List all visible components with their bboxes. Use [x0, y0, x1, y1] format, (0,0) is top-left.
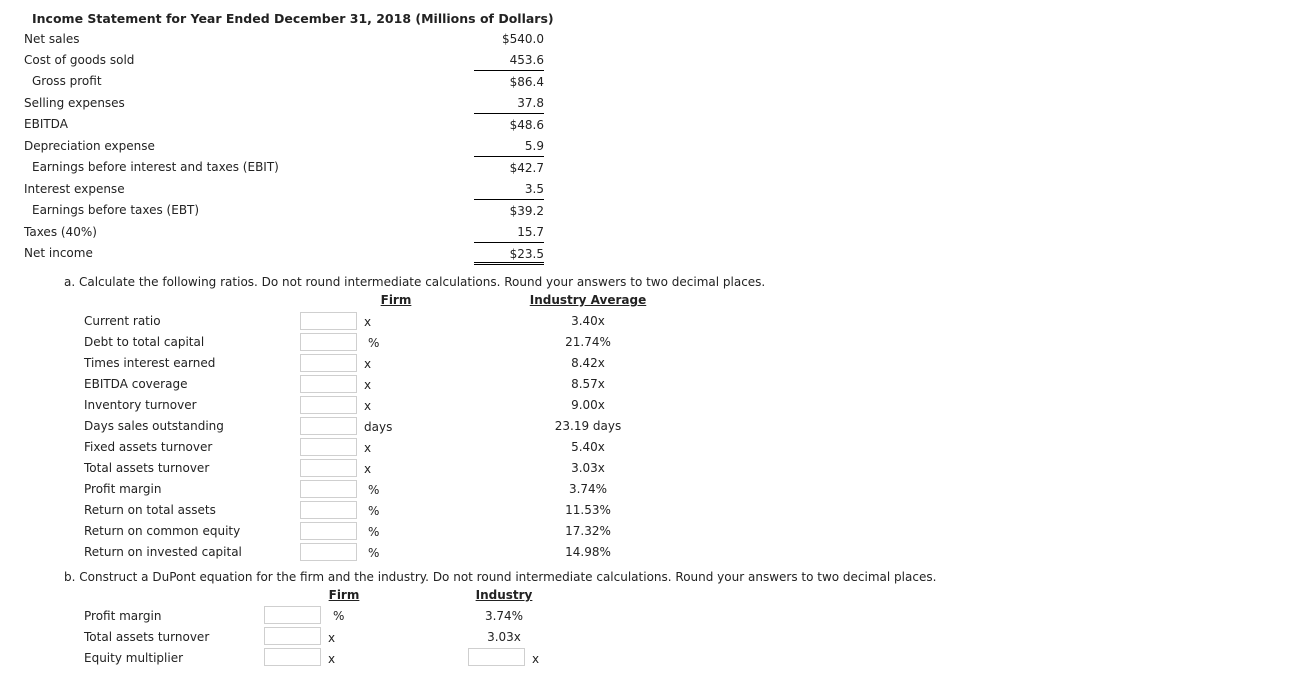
ratio-unit: % [368, 546, 380, 560]
dupont-industry-value: 3.74% [484, 609, 524, 623]
dupont-firm-total-assets-turnover-input[interactable] [264, 627, 321, 645]
ratio-unit: x [364, 357, 372, 371]
industry-value: 8.57x [571, 377, 605, 391]
days-sales-outstanding-input[interactable] [300, 417, 357, 435]
industry-value: 8.42x [571, 356, 605, 370]
dupont-label-total-assets-turnover: Total assets turnover [84, 630, 210, 644]
row-label: Taxes (40%) [24, 225, 97, 239]
part-b-firm-header: Firm [328, 588, 360, 602]
ratio-unit: % [368, 525, 380, 539]
part-a-firm-header: Firm [380, 293, 412, 307]
row-label: Net income [24, 246, 93, 260]
industry-value: 14.98% [565, 545, 611, 559]
row-value: 3.5 [474, 182, 544, 200]
total-assets-turnover-input[interactable] [300, 459, 357, 477]
row-value: $48.6 [509, 118, 544, 132]
row-label: Earnings before taxes (EBT) [32, 203, 200, 217]
ratio-unit: x [364, 441, 372, 455]
ratio-unit: x [364, 462, 372, 476]
row-label: Earnings before interest and taxes (EBIT) [32, 160, 279, 174]
return-on-total-assets-input[interactable] [300, 501, 357, 519]
row-label: Gross profit [32, 74, 102, 88]
ratio-label-debt-to-total-capital: Debt to total capital [84, 335, 205, 349]
ratio-label-inventory-turnover: Inventory turnover [84, 398, 197, 412]
ratio-label-return-on-common-equity: Return on common equity [84, 524, 241, 538]
ratio-unit: % [368, 336, 380, 350]
dupont-unit: x [328, 652, 336, 666]
profit-margin-input[interactable] [300, 480, 357, 498]
ratio-label-days-sales-outstanding: Days sales outstanding [84, 419, 224, 433]
ratio-label-fixed-assets-turnover: Fixed assets turnover [84, 440, 213, 454]
dupont-label-equity-multiplier: Equity multiplier [84, 651, 184, 665]
dupont-unit: % [333, 609, 345, 623]
row-value: 15.7 [474, 225, 544, 243]
dupont-firm-equity-multiplier-input[interactable] [264, 648, 321, 666]
fixed-assets-turnover-input[interactable] [300, 438, 357, 456]
industry-value: 17.32% [565, 524, 611, 538]
part-b-industry-header: Industry [475, 588, 533, 602]
ratio-label-ebitda-coverage: EBITDA coverage [84, 377, 188, 391]
row-value: 5.9 [474, 139, 544, 157]
row-label: Depreciation expense [24, 139, 155, 153]
return-on-common-equity-input[interactable] [300, 522, 357, 540]
ratio-unit: x [364, 378, 372, 392]
industry-value: 3.03x [571, 461, 605, 475]
industry-value: 11.53% [565, 503, 611, 517]
row-value: $540.0 [502, 32, 544, 46]
industry-value: 23.19 days [554, 419, 622, 433]
part-b-instruction: b. Construct a DuPont equation for the firm and the industry. Do not round intermediate calculations. Round your answers to two decimal places. [64, 570, 937, 584]
industry-value: 3.40x [571, 314, 605, 328]
ratio-label-total-assets-turnover: Total assets turnover [84, 461, 210, 475]
current-ratio-input[interactable] [300, 312, 357, 330]
part-a-industry-header: Industry Average [529, 293, 647, 307]
row-label: Selling expenses [24, 96, 125, 110]
ratio-unit: % [368, 483, 380, 497]
ratio-label-return-on-total-assets: Return on total assets [84, 503, 216, 517]
row-label: Net sales [24, 32, 80, 46]
row-label: Interest expense [24, 182, 125, 196]
ratio-unit: x [364, 315, 372, 329]
ratio-unit: days [364, 420, 393, 434]
row-value: 37.8 [474, 96, 544, 114]
industry-value: 9.00x [571, 398, 605, 412]
ratio-unit: x [364, 399, 372, 413]
row-label: EBITDA [24, 117, 68, 131]
dupont-unit: x [328, 631, 336, 645]
times-interest-earned-input[interactable] [300, 354, 357, 372]
dupont-label-profit-margin: Profit margin [84, 609, 162, 623]
ratio-label-profit-margin: Profit margin [84, 482, 162, 496]
row-value: $86.4 [509, 75, 544, 89]
row-value: 453.6 [474, 53, 544, 71]
dupont-industry-equity-multiplier-input[interactable] [468, 648, 525, 666]
row-label: Cost of goods sold [24, 53, 135, 67]
row-value: $39.2 [509, 204, 544, 218]
industry-value: 3.74% [568, 482, 608, 496]
ratio-label-return-on-invested-capital: Return on invested capital [84, 545, 242, 559]
ratio-label-current-ratio: Current ratio [84, 314, 161, 328]
row-value: $23.5 [474, 247, 544, 265]
part-a-instruction: a. Calculate the following ratios. Do not round intermediate calculations. Round your answers to two decimal places. [64, 275, 766, 289]
return-on-invested-capital-input[interactable] [300, 543, 357, 561]
ratio-label-times-interest-earned: Times interest earned [84, 356, 216, 370]
income-statement-title: Income Statement for Year Ended December 31, 2018 (Millions of Dollars) [32, 11, 554, 26]
dupont-industry-unit: x [532, 652, 540, 666]
debt-to-total-capital-input[interactable] [300, 333, 357, 351]
row-value: $42.7 [509, 161, 544, 175]
dupont-firm-profit-margin-input[interactable] [264, 606, 321, 624]
industry-value: 5.40x [571, 440, 605, 454]
industry-value: 21.74% [565, 335, 611, 349]
ebitda-coverage-input[interactable] [300, 375, 357, 393]
inventory-turnover-input[interactable] [300, 396, 357, 414]
dupont-industry-value: 3.03x [487, 630, 521, 644]
ratio-unit: % [368, 504, 380, 518]
